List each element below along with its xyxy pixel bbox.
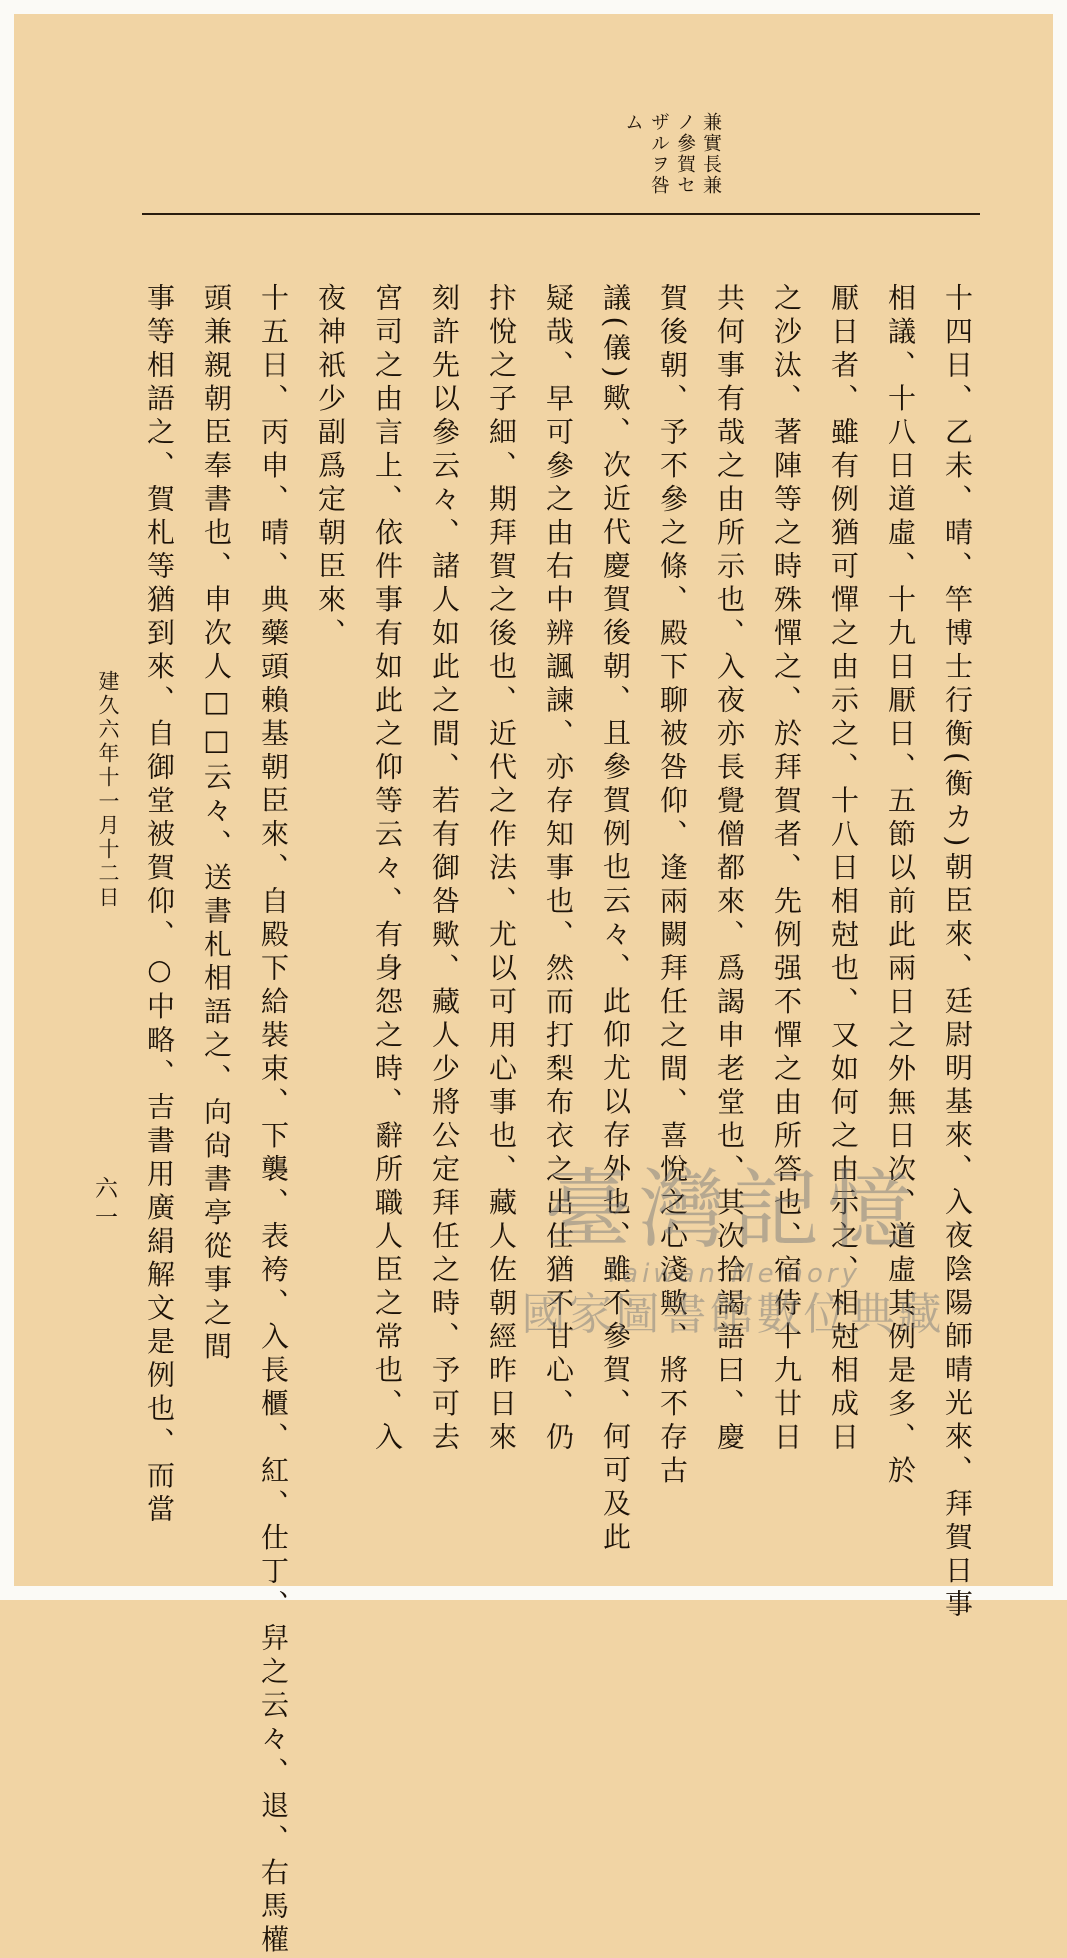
text-column: 刻許先以參云々、諸人如此之間、若有御咎歟、藏人少將公定拜任之時、予可去 <box>428 283 461 1456</box>
text-column: 厭日者、雖有例猶可憚之由示之、十八日相尅也、又如何之由示之、相尅相成日 <box>827 283 860 1456</box>
text-column: 疑哉、早可參之由右中辨諷諫、亦存知事也、然而打梨布衣之出仕猶不甘心、仍 <box>542 283 575 1456</box>
text-column: 宮司之由言上、依件事有如此之仰等云々、有身怨之時、辭所職人臣之常也、入 <box>371 283 404 1456</box>
text-column: 夜神祇少副爲定朝臣來、 <box>314 283 347 652</box>
marginal-note-line: ザルヲ咎 <box>648 112 670 196</box>
watermark-owner: 國家圖書館數位典藏 <box>521 1289 945 1340</box>
marginal-note <box>620 112 724 196</box>
text-column: 議(儀)歟、次近代慶賀後朝、且參賀例也云々、此仰尤以存外也、雖不參賀、何可及此 <box>599 283 632 1556</box>
page-number: 六一 <box>91 1176 117 1234</box>
marginal-note-line: ノ參賀セ <box>674 112 696 196</box>
header-rule <box>142 213 980 215</box>
watermark-latin: Taiwan Memory <box>605 1259 861 1289</box>
text-column: 抃悅之子細、期拜賀之後也、近代之作法、尤以可用心事也、藏人佐朝經昨日來 <box>485 283 518 1456</box>
text-column: 相議、十八日道虛、十九日厭日、五節以前此兩日之外無日次、道虛其例是多、於 <box>884 283 917 1489</box>
marginal-note-line: ム <box>622 112 644 133</box>
date-footer: 建久六年十一月十二日 <box>96 670 120 910</box>
text-column: 之沙汰、著陣等之時殊憚之、於拜賀者、先例强不憚之由所答也、宿侍十九廿日 <box>770 283 803 1456</box>
text-column: 事等相語之、賀札等猶到來、自御堂被賀仰、○中略、吉書用廣絹解文是例也、而當 <box>143 283 176 1528</box>
marginal-note-line: 兼實長兼 <box>700 112 722 196</box>
text-column: 共何事有哉之由所示也、入夜亦長覺僧都來、爲謁申老堂也、其次拾謁語曰、慶 <box>713 283 746 1456</box>
text-column: 十四日、乙未、晴、竿博士行衡(衡カ)朝臣來、廷尉明基來、入夜陰陽師晴光來、拜賀日事 <box>941 283 974 1623</box>
watermark <box>488 1160 978 1342</box>
text-column: 賀後朝、予不參之條、殿下聊被咎仰、逢兩闕拜任之間、喜悅之心淺歟、將不存古 <box>656 283 689 1489</box>
text-column: 頭兼親朝臣奉書也、申次人□□云々、送書札相語之、向尙書亭從事之間 <box>200 283 233 1365</box>
watermark-name: 臺灣記憶 <box>545 1160 921 1260</box>
text-column: 十五日、丙申、晴、典藥頭賴基朝臣來、自殿下給裝束、下襲、表袴、入長櫃、紅、仕丁、舁之云々、退、右馬權 <box>257 283 290 1958</box>
